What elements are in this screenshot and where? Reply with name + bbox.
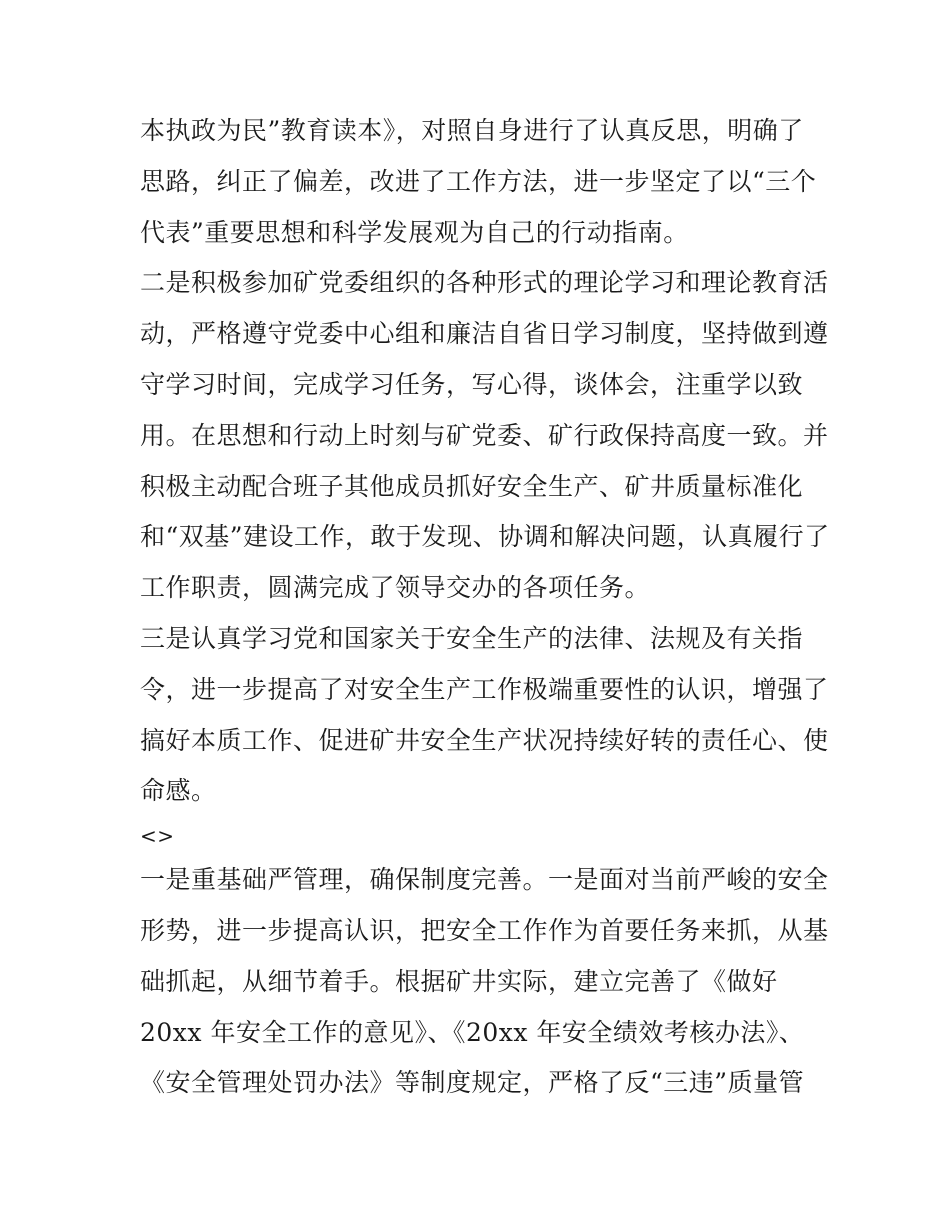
text-line: 本执政为民”教育读本》，对照自身进行了认真反思，明确了 [140, 116, 804, 145]
body-text [140, 106, 830, 1109]
text-line: 命感。 [140, 776, 217, 806]
text-line: 础抓起，从细节着手。根据矿井实际，建立完善了《做好 [140, 966, 778, 996]
text-line: 二是积极参加矿党委组织的各种形式的理论学习和理论教育活 [140, 268, 829, 298]
text-line: 搞好本质工作、促进矿井安全生产状况持续好转的责任心、使 [140, 725, 829, 755]
text-line: 令，进一步提高了对安全生产工作极端重要性的认识，增强了 [140, 674, 829, 704]
text-line: 用。在思想和行动上时刻与矿党委、矿行政保持高度一致。并 [140, 420, 829, 450]
text-line: 思路，纠正了偏差，改进了工作方法，进一步坚定了以“三个 [140, 166, 817, 196]
text-line: 和“双基”建设工作，敢于发现、协调和解决问题，认真履行了 [140, 522, 830, 552]
text-line: 20xx 年安全工作的意见》、《20xx 年安全绩效考核办法》、 [140, 1017, 805, 1047]
text-line: 动，严格遵守党委中心组和廉洁自省日学习制度，坚持做到遵 [140, 319, 829, 349]
text-line: 三是认真学习党和国家关于安全生产的法律、法规及有关指 [140, 623, 804, 653]
text-line: 守学习时间，完成学习任务，写心得，谈体会，注重学以致 [140, 369, 804, 399]
section-marker: <> [140, 824, 175, 849]
text-line: 积极主动配合班子其他成员抓好安全生产、矿井质量标准化 [140, 471, 804, 501]
text-line: 工作职责，圆满完成了领导交办的各项任务。 [140, 573, 651, 603]
text-line: 代表”重要思想和科学发展观为自己的行动指南。 [140, 217, 689, 247]
text-line: 《安全管理处罚办法》等制度规定，严格了反“三违”质量管 [140, 1068, 805, 1098]
text-line: 一是重基础严管理，确保制度完善。一是面对当前严峻的安全 [140, 865, 829, 895]
text-line: 形势，进一步提高认识，把安全工作作为首要任务来抓，从基 [140, 915, 829, 945]
